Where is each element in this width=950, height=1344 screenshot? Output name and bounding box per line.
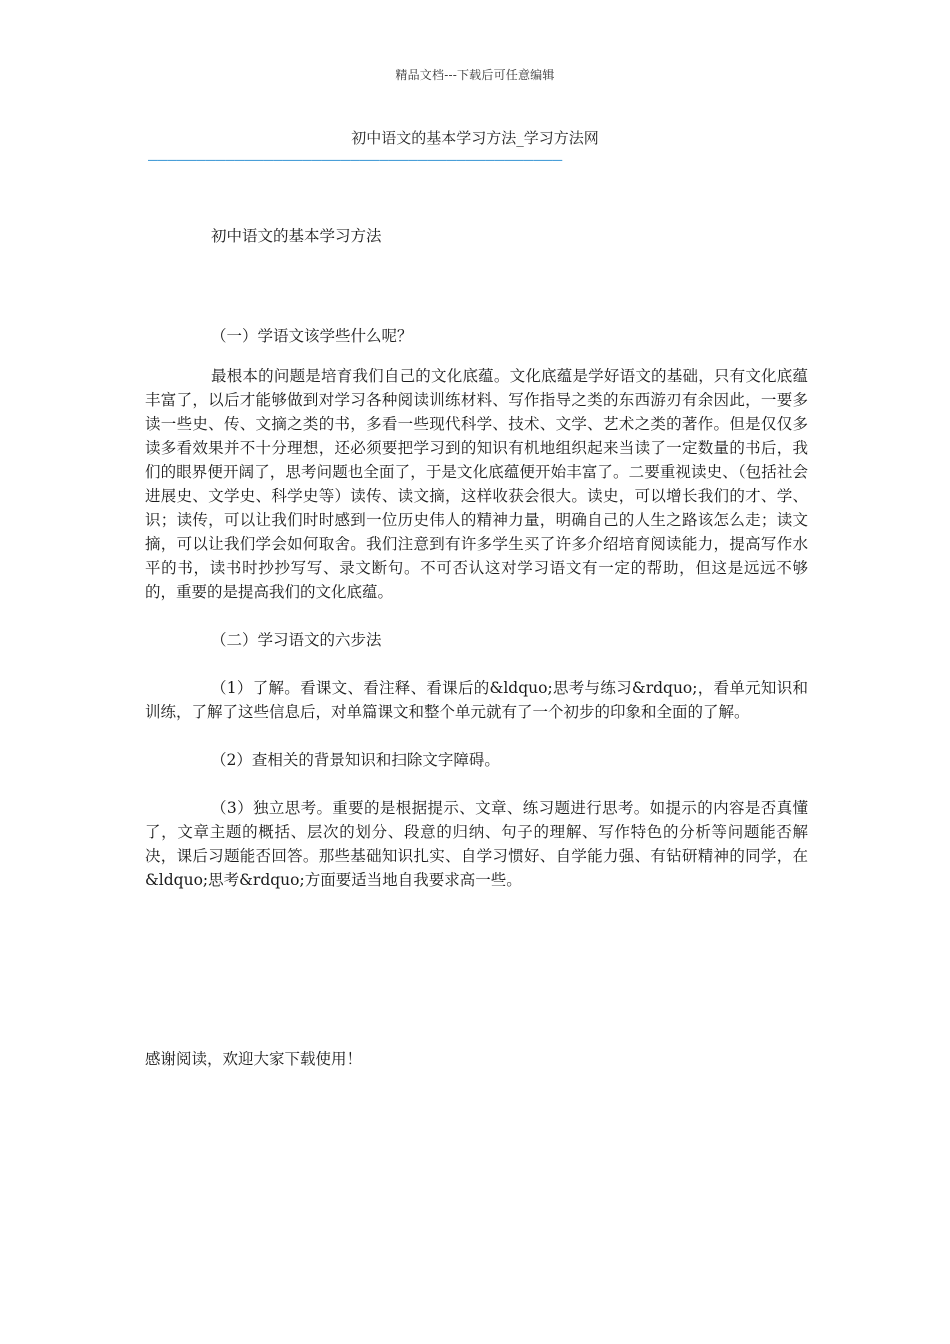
section-1-title: （一）学语文该学些什么呢？	[211, 327, 413, 345]
document-title: 初中语文的基本学习方法_学习方法网	[351, 129, 599, 147]
section-2-title: （二）学习语文的六步法	[211, 631, 382, 649]
step-2-paragraph: （2）查相关的背景知识和扫除文字障碍。	[211, 751, 500, 769]
section-1-paragraph: 最根本的问题是培育我们自己的文化底蕴。文化底蕴是学好语文的基础，只有文化底蕴丰富了，以后才能够做到对学习各种阅读训练材料、写作指导之类的东西游刃有余因此，一要多读一些史、传、文摘之类的书，多看一些现代科学、技术、文学、艺术之类的著作。但是仅仅多读多看效果并不十分理想，还必须要把学习到的知识有机地组织起来当读了一定数量的书后，我们的眼界便开阔了，思考问题也全面了，于是文化底蕴便开始丰富了。二要重视读史、（包括社会进展史、文学史、科学史等）读传、读文摘，这样收获会很大。读史，可以增长我们的才、学、识；读传，可以让我们时时感到一位历史伟人的精神力量，明确自己的人生之路该怎么走；读文摘，可以让我们学会如何取舍。我们注意到有许多学生买了许多介绍培育阅读能力，提高写作水平的书，读书时抄抄写写、录文断句。不可否认这对学习语文有一定的帮助，但这是远远不够的，重要的是提高我们的文化底蕴。	[145, 367, 808, 601]
step-3-paragraph: （3）独立思考。重要的是根据提示、文章、练习题进行思考。如提示的内容是否真懂了，文章主题的概括、层次的划分、段意的归纳、句子的理解、写作特色的分析等问题能否解决，课后习题能否回答。那些基础知识扎实、自学习惯好、自学能力强、有钻研精神的同学，在&ldquo;思考&rdquo;方面要适当地自我要求高一些。	[145, 799, 808, 889]
article-heading: 初中语文的基本学习方法	[211, 227, 382, 245]
article-body	[145, 224, 808, 892]
step-1-paragraph: （1）了解。看课文、看注释、看课后的&ldquo;思考与练习&rdquo;，看单元知识和训练，了解了这些信息后，对单篇课文和整个单元就有了一个初步的印象和全面的了解。	[145, 679, 808, 721]
header-note: 精品文档---下载后可任意编辑	[395, 68, 555, 82]
closing-note: 感谢阅读，欢迎大家下载使用！	[145, 1050, 363, 1068]
title-divider: ———————————————————————————————————————————	[148, 150, 563, 169]
